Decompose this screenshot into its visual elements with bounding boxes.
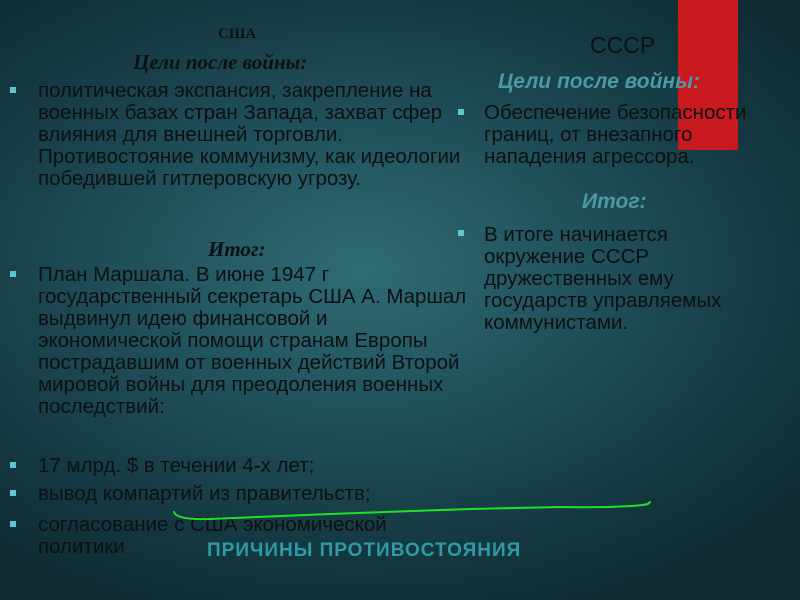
usa-goals-text: политическая экспансия, закрепление на военных базах стран Запада, захват сфер влияния для внешней торговли. Противостояние коммунизму, как идеологии победившей гитлеровскую угрозу. [38,79,461,190]
bullet-icon [10,271,16,277]
usa-result-item-marshall: План Маршала. В июне 1947 г государственный секретарь США А. Маршал выдвинул идею финансовой и экономической помощи странам Европы пострадавшим от военных действий Второй мировой войны для преодоления военных последствий: [38,263,467,418]
usa-result-item-communists: вывод компартий из правительств; [38,482,371,505]
bullet-icon [10,462,16,468]
bullet-icon [10,87,16,93]
usa-result-item-policy: согласование с США экономической политики [38,513,387,558]
bullet-icon [10,490,16,496]
usa-result-item-amount: 17 млрд. $ в течении 4-х лет; [38,454,315,477]
usa-result-heading: Итог: [208,237,266,261]
ussr-result-text: В итоге начинается окружение СССР дружественных ему государств управляемых коммунистами. [484,223,722,334]
bullet-icon [10,521,16,527]
ussr-result-heading: Итог: [582,190,647,213]
usa-title: США [218,26,257,42]
usa-goals-heading: Цели после войны: [133,50,308,74]
bullet-icon [458,109,464,115]
ussr-title: СССР [590,32,656,58]
ussr-goals-text: Обеспечение безопасности границ, от внезапного нападения агрессора. [484,101,747,168]
bullet-icon [458,230,464,236]
slide-footer-title: ПРИЧИНЫ ПРОТИВОСТОЯНИЯ [207,540,522,561]
ussr-goals-heading: Цели после войны: [498,70,701,93]
